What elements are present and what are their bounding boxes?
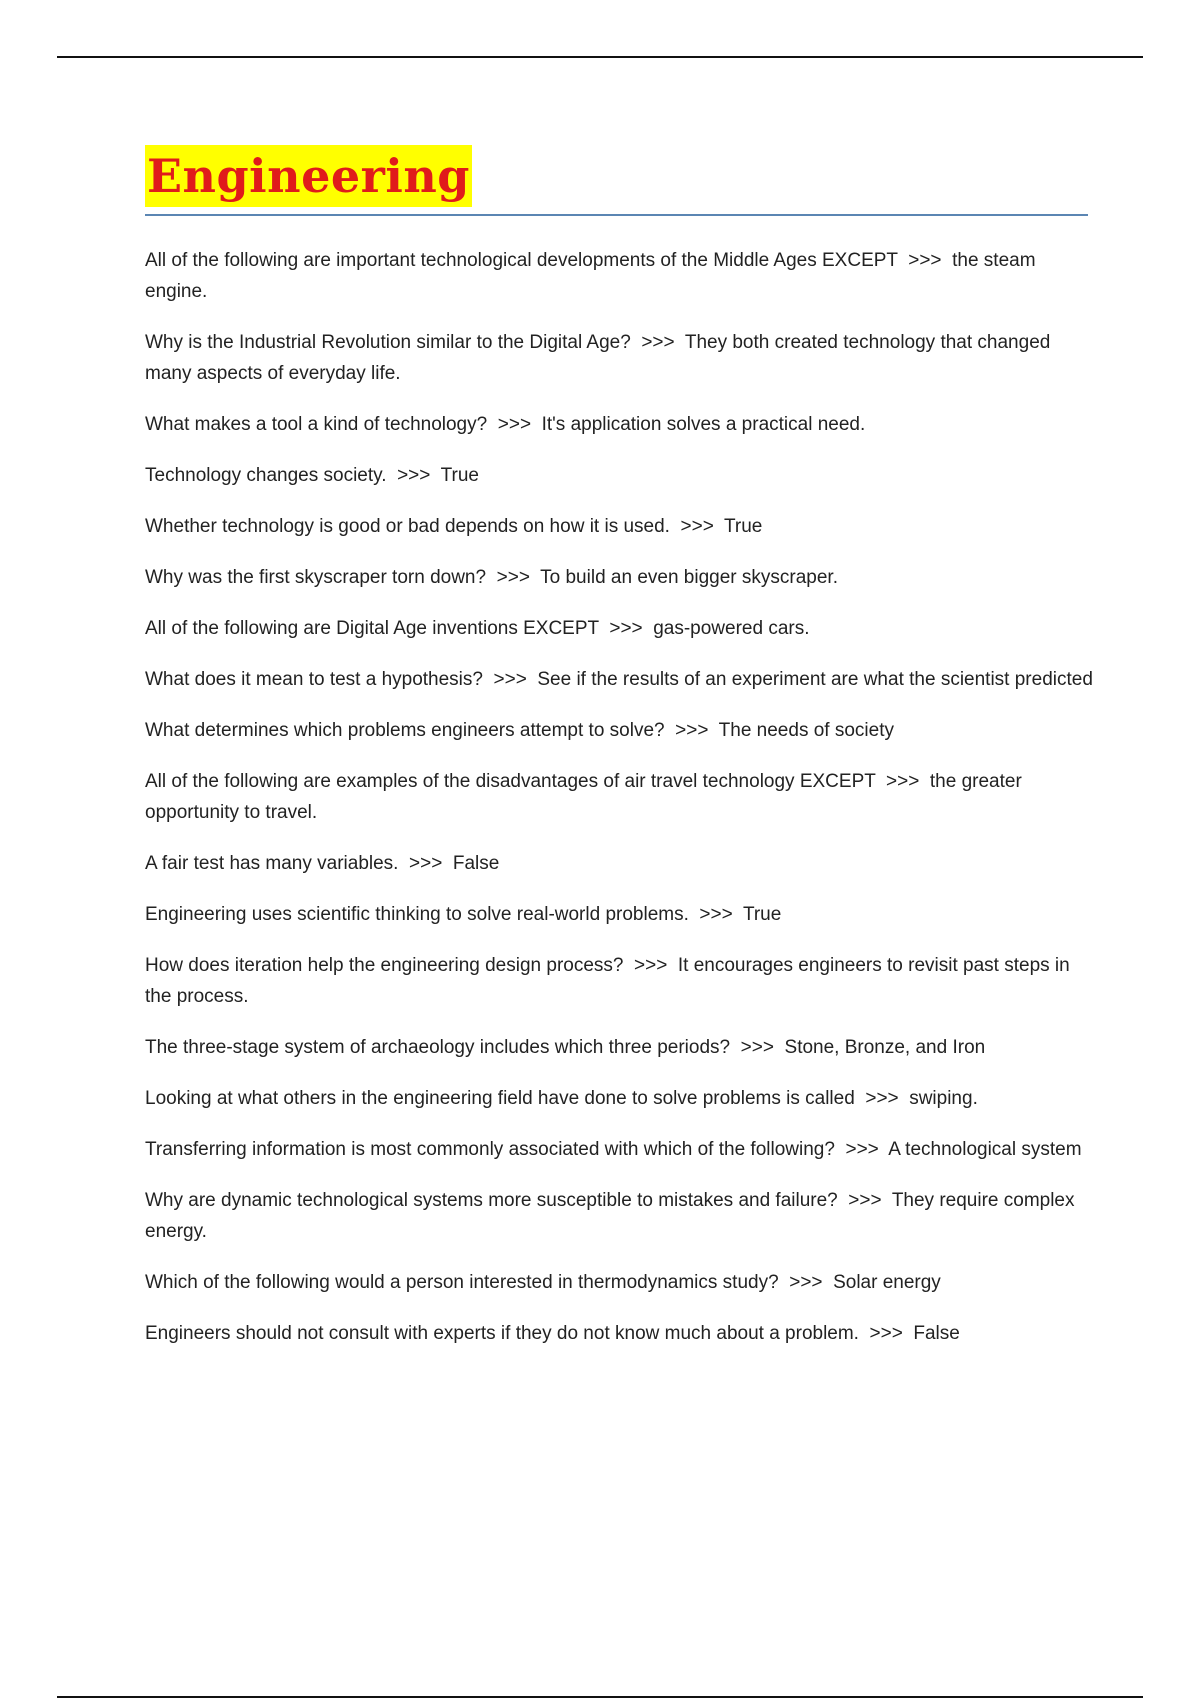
title-highlight [145,145,472,207]
answer-text: They require complex energy. [145,1190,1075,1242]
question-text: All of the following are important technological developments of the Middle Ages EXCEPT [145,250,898,271]
answer-separator: >>> [386,465,441,486]
qa-item [145,664,1095,695]
question-text: Why are dynamic technological systems more susceptible to mistakes and failure? [145,1190,838,1211]
qa-item [145,766,1095,828]
question-text: All of the following are Digital Age inventions EXCEPT [145,618,599,639]
question-text: Looking at what others in the engineering field have done to solve problems is called [145,1088,855,1109]
question-text: What makes a tool a kind of technology? [145,414,488,435]
qa-item [145,848,1095,879]
qa-item [145,409,1095,440]
question-text: Why was the first skyscraper torn down? [145,567,487,588]
answer-separator: >>> [854,1088,910,1109]
qa-item [145,460,1095,491]
qa-item [145,1185,1095,1247]
answer-text: It encourages engineers to revisit past steps in the process. [145,955,1070,1007]
answer-text: True [724,516,763,537]
page-top-rule [57,56,1143,58]
answer-text: gas-powered cars. [653,618,810,639]
qa-item [145,1083,1095,1114]
answer-text: True [742,904,782,925]
qa-item [145,613,1095,644]
answer-text: False [452,853,500,874]
answer-text: The needs of society [718,720,894,741]
question-text: Whether technology is good or bad depends on how it is used. [145,516,670,537]
qa-item [145,511,1095,542]
answer-separator: >>> [834,1139,889,1160]
answer-separator: >>> [688,904,743,925]
question-text: Transferring information is most commonly associated with which of the following? [145,1139,835,1160]
answer-text: the steam engine. [145,250,1036,302]
page-bottom-rule [57,1696,1143,1698]
qa-item [145,715,1095,746]
qa-item [145,1134,1095,1165]
qa-item [145,327,1095,389]
question-text: Engineering uses scientific thinking to solve real-world problems. [145,904,689,925]
answer-text: the greater opportunity to travel. [145,771,1022,823]
answer-text: False [913,1323,960,1344]
question-text: All of the following are examples of the disadvantages of air travel technology EXCEPT [145,771,876,792]
answer-separator: >>> [630,332,685,353]
question-text: The three-stage system of archaeology includes which three periods? [145,1037,731,1058]
question-text: Technology changes society. [145,465,387,486]
question-text: Why is the Industrial Revolution similar to the Digital Age? [145,332,631,353]
answer-separator: >>> [482,669,538,690]
answer-text: True [440,465,479,486]
question-text: How does iteration help the engineering design process? [145,955,624,976]
title-underline [145,214,1088,216]
question-text: What does it mean to test a hypothesis? [145,669,483,690]
qa-item [145,1267,1095,1298]
answer-separator: >>> [837,1190,892,1211]
qa-item [145,950,1095,1012]
answer-separator: >>> [897,250,953,271]
answer-text: A technological system [888,1139,1082,1160]
answer-text: They both created technology that changed many aspects of everyday life. [145,332,1051,384]
answer-separator: >>> [486,567,541,588]
answer-separator: >>> [858,1323,914,1344]
answer-separator: >>> [623,955,678,976]
answer-separator: >>> [730,1037,785,1058]
question-text: Engineers should not consult with experts if they do not know much about a problem. [145,1323,859,1344]
question-text: What determines which problems engineers attempt to solve? [145,720,665,741]
answer-text: Stone, Bronze, and Iron [784,1037,986,1058]
qa-item [145,1318,1095,1349]
page-title: Engineering [147,149,470,203]
qa-list [145,245,1095,1369]
answer-separator: >>> [398,853,453,874]
answer-text: It's application solves a practical need. [541,414,866,435]
answer-separator: >>> [669,516,725,537]
answer-text: See if the results of an experiment are what the scientist predicted [537,669,1093,690]
answer-separator: >>> [664,720,719,741]
question-text: Which of the following would a person interested in thermodynamics study? [145,1272,779,1293]
question-text: A fair test has many variables. [145,853,399,874]
answer-separator: >>> [598,618,654,639]
answer-text: To build an even bigger skyscraper. [540,567,838,588]
answer-separator: >>> [487,414,542,435]
answer-separator: >>> [778,1272,834,1293]
qa-item [145,245,1095,307]
answer-text: swiping. [909,1088,978,1109]
answer-text: Solar energy [833,1272,941,1293]
qa-item [145,562,1095,593]
qa-item [145,1032,1095,1063]
qa-item [145,899,1095,930]
answer-separator: >>> [875,771,930,792]
